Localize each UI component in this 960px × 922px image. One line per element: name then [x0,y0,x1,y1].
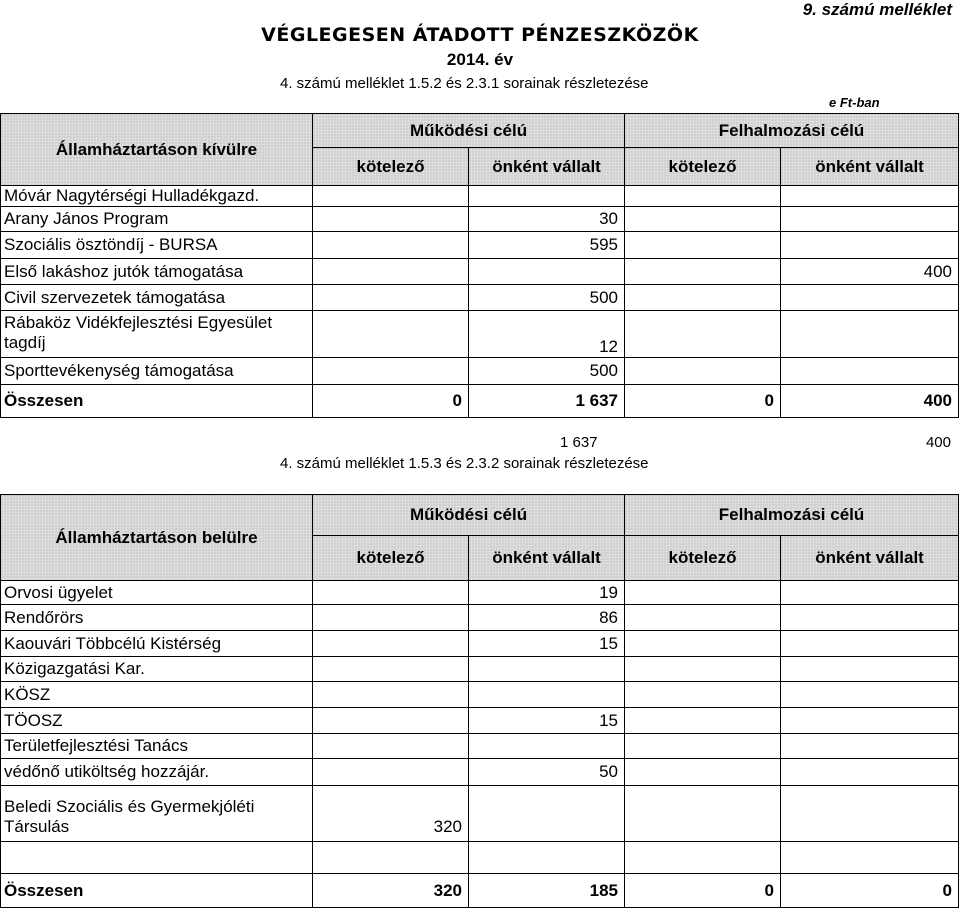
cell [781,786,959,842]
row-label: Civil szervezetek támogatása [1,285,313,311]
cell [313,605,469,631]
cell: 12 [469,311,625,358]
total-label: Összesen [1,385,313,418]
total-row [1,385,959,418]
cell [781,358,959,385]
row-header-outside: Államháztartáson kívülre [1,114,313,186]
cell [625,657,781,682]
table-row [1,259,959,285]
cell: 595 [469,232,625,259]
cell [625,734,781,759]
cell [313,759,469,786]
group-operating: Működési célú [313,114,625,148]
check-total-capital: 400 [925,434,951,451]
subtitle-2: 4. számú melléklet 1.5.3 és 2.3.2 sorainak részletezése [280,455,649,472]
col-voluntary: önként vállalt [781,536,959,581]
cell [781,311,959,358]
cell [313,186,469,207]
cell [781,682,959,708]
total-cell: 0 [781,874,959,908]
row-label: Móvár Nagytérségi Hulladékgazd. [1,186,313,207]
table-row [1,657,959,682]
table-row [1,186,959,207]
check-total-operating: 1 637 [560,434,598,451]
cell [625,631,781,657]
cell [781,734,959,759]
col-mandatory: kötelező [313,148,469,186]
total-cell: 0 [625,874,781,908]
row-label: Rábaköz Vidékfejlesztési Egyesület tagdíj [1,311,313,358]
cell [469,657,625,682]
cell [625,358,781,385]
total-cell: 320 [313,874,469,908]
table-row [1,759,959,786]
row-label: Kaouvári Többcélú Kistérség [1,631,313,657]
row-label: Első lakáshoz jutók támogatása [1,259,313,285]
cell: 50 [469,759,625,786]
cell: 500 [469,358,625,385]
cell [313,207,469,232]
table-row [1,605,959,631]
cell [313,842,469,874]
table-row [1,311,959,358]
row-label [1,842,313,874]
table-row [1,631,959,657]
group-capital: Felhalmozási célú [625,495,959,536]
total-label: Összesen [1,874,313,908]
annex-label: 9. számú melléklet [802,0,952,19]
cell [781,232,959,259]
group-capital: Felhalmozási célú [625,114,959,148]
table-row [1,232,959,259]
cell: 15 [469,708,625,734]
cell [625,259,781,285]
group-operating: Működési célú [313,495,625,536]
col-mandatory: kötelező [313,536,469,581]
cell [313,259,469,285]
cell [625,682,781,708]
cell: 30 [469,207,625,232]
cell [313,311,469,358]
total-cell: 0 [625,385,781,418]
cell [781,207,959,232]
year-label: 2014. év [446,50,514,69]
cell [781,285,959,311]
cell [469,734,625,759]
row-label: Területfejlesztési Tanács [1,734,313,759]
cell [781,581,959,605]
table-row [1,734,959,759]
table-row [1,207,959,232]
col-voluntary: önként vállalt [781,148,959,186]
col-mandatory: kötelező [625,536,781,581]
cell [313,581,469,605]
col-mandatory: kötelező [625,148,781,186]
cell [781,708,959,734]
table-row [1,842,959,874]
cell [469,186,625,207]
cell [469,786,625,842]
col-voluntary: önként vállalt [469,536,625,581]
cell [781,186,959,207]
total-cell: 0 [313,385,469,418]
cell [781,657,959,682]
row-label: Rendőrörs [1,605,313,631]
table-row [1,682,959,708]
row-label: KÖSZ [1,682,313,708]
row-label: Közigazgatási Kar. [1,657,313,682]
total-row [1,874,959,908]
cell [625,581,781,605]
cell [625,605,781,631]
cell [313,734,469,759]
cell [313,358,469,385]
cell [781,842,959,874]
table-row [1,285,959,311]
total-cell: 185 [469,874,625,908]
cell [313,285,469,311]
cell [469,842,625,874]
cell [625,786,781,842]
cell [313,708,469,734]
unit-label: e Ft-ban [829,95,880,110]
cell: 19 [469,581,625,605]
cell [625,311,781,358]
table-row [1,581,959,605]
table-row [1,708,959,734]
cell [625,285,781,311]
row-label: Szociális ösztöndíj - BURSA [1,232,313,259]
cell: 15 [469,631,625,657]
cell [625,842,781,874]
cell [313,682,469,708]
row-label: Sporttevékenység támogatása [1,358,313,385]
cell [625,186,781,207]
cell: 320 [313,786,469,842]
cell [781,605,959,631]
cell [781,631,959,657]
row-label: Arany János Program [1,207,313,232]
cell [313,232,469,259]
subtitle-1: 4. számú melléklet 1.5.2 és 2.3.1 sorainak részletezése [280,75,649,92]
cell [625,708,781,734]
cell [625,232,781,259]
cell [469,259,625,285]
cell: 86 [469,605,625,631]
cell [781,759,959,786]
row-label: Orvosi ügyelet [1,581,313,605]
table-row [1,358,959,385]
row-label: Beledi Szociális és Gyermekjóléti Társulás [1,786,313,842]
cell [313,631,469,657]
cell: 500 [469,285,625,311]
cell [625,759,781,786]
cell [313,657,469,682]
table-inside [0,494,959,908]
col-voluntary: önként vállalt [469,148,625,186]
total-cell: 1 637 [469,385,625,418]
page-title: VÉGLEGESEN ÁTADOTT PÉNZESZKÖZÖK [261,24,699,46]
table-outside [0,113,959,418]
total-cell: 400 [781,385,959,418]
table-row [1,786,959,842]
row-label: védőnő utiköltség hozzájár. [1,759,313,786]
cell [625,207,781,232]
row-header-inside: Államháztartáson belülre [1,495,313,581]
cell [469,682,625,708]
row-label: TÖOSZ [1,708,313,734]
cell: 400 [781,259,959,285]
